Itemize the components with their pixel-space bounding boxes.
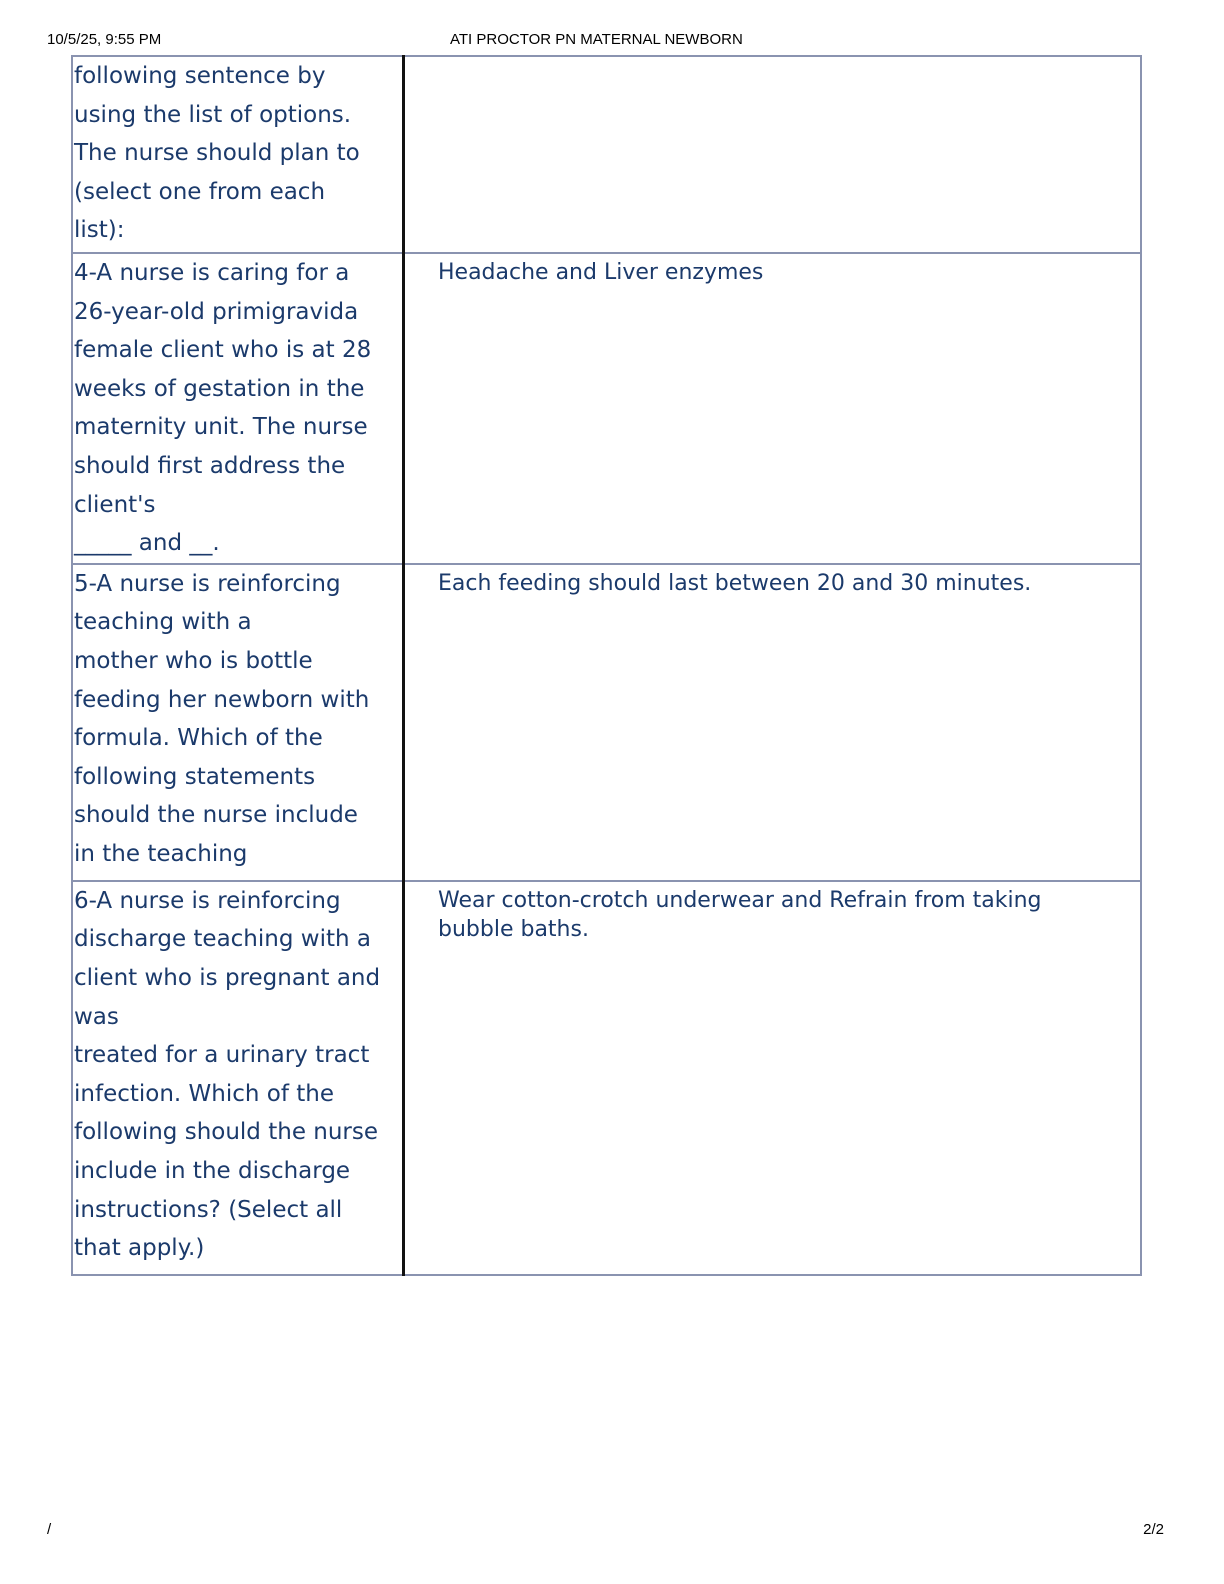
question-cell: [72, 881, 404, 1275]
question-cell: [72, 56, 404, 253]
answer-text: Wear cotton-crotch underwear and Refrain from taking bubble baths.: [438, 887, 1042, 942]
question-text: 5-A nurse is reinforcing teaching with a mother who is bottle feeding her newborn with formula. Which of the following statements should the nurse include in the teaching: [74, 570, 370, 867]
answer-text: Each feeding should last between 20 and 30 minutes.: [438, 570, 1032, 596]
answer-cell: [404, 253, 1142, 564]
question-text: following sentence by using the list of options. The nurse should plan to (select one from each list):: [74, 63, 360, 244]
question-cell: [72, 564, 404, 881]
answer-cell: [404, 56, 1142, 253]
page-number: 2/2: [1143, 1521, 1164, 1538]
question-cell: [72, 253, 404, 564]
table-row: [72, 564, 1141, 881]
answer-cell: [404, 564, 1142, 881]
answer-text: [405, 57, 1140, 61]
table-row: [72, 253, 1141, 564]
question-text: 4-A nurse is caring for a 26-year-old primigravida female client who is at 28 weeks of gestation in the maternity unit. The nurse should first address the client's _____ and __.: [74, 260, 372, 557]
answer-text: Headache and Liver enzymes: [438, 260, 764, 285]
question-answer-table: [71, 55, 1142, 1276]
table-row: [72, 881, 1141, 1275]
table-row: [72, 56, 1141, 253]
print-datetime: 10/5/25, 9:55 PM: [47, 31, 162, 48]
document-title: ATI PROCTOR PN MATERNAL NEWBORN: [450, 31, 743, 48]
question-text: 6-A nurse is reinforcing discharge teaching with a client who is pregnant and was treated for a urinary tract infection. Which of the following should the nurse include in the discharge instructions? (Select all that apply.): [74, 887, 381, 1262]
footer-url: /: [47, 1521, 52, 1538]
answer-cell: [404, 881, 1142, 1275]
